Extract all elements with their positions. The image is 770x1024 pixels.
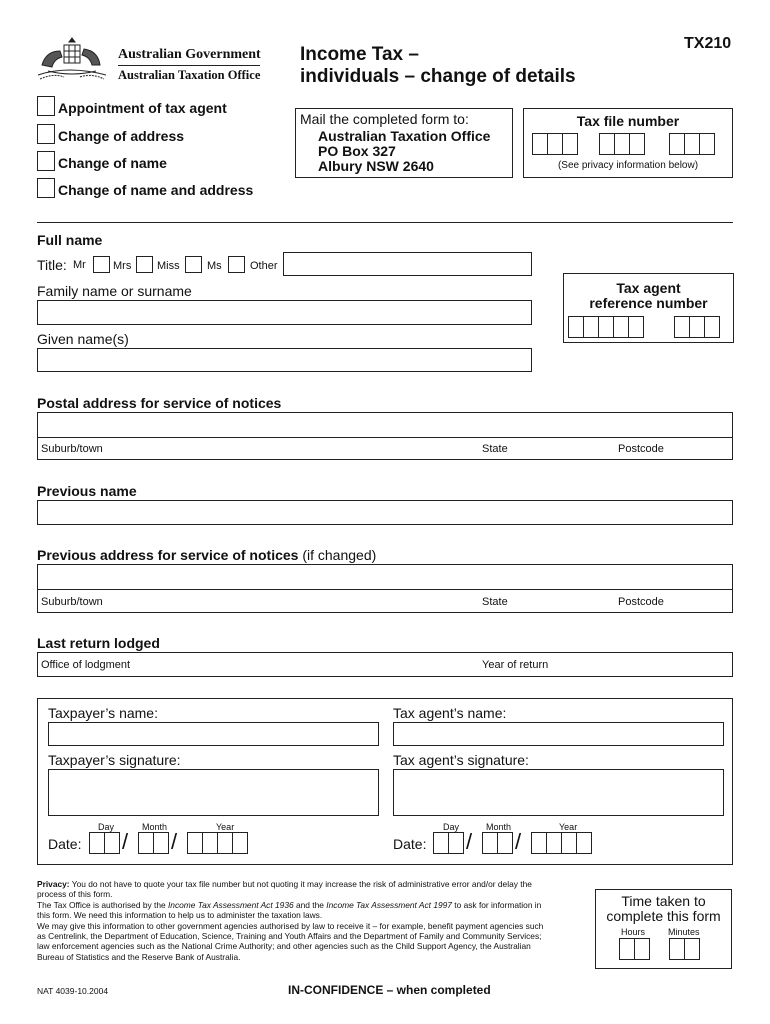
agent-signature-field[interactable] <box>393 769 724 816</box>
previous-name-heading: Previous name <box>37 483 137 499</box>
taxpayer-name-label: Taxpayer’s name: <box>48 705 158 721</box>
mail-line2: PO Box 327 <box>318 143 396 159</box>
title-mr-label: Mr <box>73 259 86 271</box>
postal-postcode-label: Postcode <box>618 443 664 455</box>
agent-name-field[interactable] <box>393 722 724 746</box>
family-name-field[interactable] <box>37 300 532 325</box>
date-separator: / <box>466 829 473 854</box>
tfn-note: (See privacy information below) <box>557 160 699 171</box>
mail-label: Mail the completed form to: <box>300 111 469 127</box>
taxpayer-date-day[interactable] <box>89 832 119 854</box>
postal-state-label: State <box>482 443 508 455</box>
previous-address-heading: Previous address for service of notices (if changed) <box>37 547 377 563</box>
taxpayer-signature-field[interactable] <box>48 769 379 816</box>
hours-label: Hours <box>621 927 646 937</box>
agent-month-label: Month <box>486 822 512 832</box>
tfn-digits-group-3[interactable] <box>669 133 714 155</box>
postal-address-heading: Postal address for service of notices <box>37 395 282 411</box>
time-taken-line2: complete this form <box>606 908 721 924</box>
title-mrs-label: Mrs <box>113 260 132 272</box>
hours-field[interactable] <box>619 938 649 960</box>
form-title-line1: Income Tax – <box>300 44 419 65</box>
last-return-field[interactable] <box>37 652 733 677</box>
last-return-heading: Last return lodged <box>37 635 160 651</box>
government-name: Australian Government <box>118 47 261 62</box>
checkbox-miss[interactable] <box>185 256 202 273</box>
agent-date-day[interactable] <box>433 832 463 854</box>
form-code: TX210 <box>684 35 732 52</box>
option-label: Appointment of tax agent <box>58 100 227 116</box>
taxpayer-date-month[interactable] <box>138 832 168 854</box>
agent-date-year[interactable] <box>531 832 591 854</box>
agent-name-label: Tax agent’s name: <box>393 705 507 721</box>
checkbox-mrs[interactable] <box>136 256 153 273</box>
title-ms-label: Ms <box>207 260 222 272</box>
option-label: Change of name and address <box>58 182 254 198</box>
agency-name: Australian Taxation Office <box>118 68 261 82</box>
given-names-field[interactable] <box>37 348 532 372</box>
date-separator: / <box>171 829 178 854</box>
time-taken-box <box>595 889 732 969</box>
privacy-para-2: The Tax Office is authorised by the Income Tax Assessment Act 1936 and the Income Tax Assessment Act 1997 to ask for information in this form. We need this information to help us to administer the taxation laws. <box>37 899 542 921</box>
checkbox-change-name-address[interactable] <box>37 178 55 198</box>
form-number: NAT 4039-10.2004 <box>37 986 109 996</box>
postal-suburb-label: Suburb/town <box>41 443 103 455</box>
taxpayer-date-year[interactable] <box>187 832 247 854</box>
taxpayer-month-label: Month <box>142 822 168 832</box>
privacy-para-1: Privacy: You do not have to quote your tax file number but not quoting it may increase the risk of administrative error and/or delay the process of this form. <box>37 879 532 900</box>
title-label: Title: <box>37 257 67 273</box>
time-taken-line1: Time taken to <box>621 893 706 909</box>
mail-address-box <box>295 108 513 178</box>
office-of-lodgment-label: Office of lodgment <box>41 659 131 671</box>
taxpayer-name-field[interactable] <box>48 722 379 746</box>
minutes-field[interactable] <box>669 938 699 960</box>
previous-postcode-label: Postcode <box>618 596 664 608</box>
title-miss-label: Miss <box>157 260 180 272</box>
mail-line3: Albury NSW 2640 <box>318 158 434 174</box>
agent-year-label: Year <box>559 822 578 832</box>
given-names-label: Given name(s) <box>37 331 129 347</box>
family-name-label: Family name or surname <box>37 283 192 299</box>
taxpayer-date-label: Date: <box>48 836 82 852</box>
year-of-return-label: Year of return <box>482 659 549 671</box>
agent-date-month[interactable] <box>482 832 512 854</box>
privacy-para-3: We may give this information to other government agencies authorised by law to receive it – for example, benefit payment agencies such as Centrelink, the Department of Education, Science, Training and Youth Affairs and the Department of Family and Community Services; law enforcement agencies such as the National Crime Authority; and other agencies such as the Child Support Agency, the Australian Bureau of Statistics and the Reserve Bank of Australia. <box>37 920 544 962</box>
postal-address-field[interactable] <box>37 412 733 460</box>
taxpayer-year-label: Year <box>216 822 235 832</box>
date-separator: / <box>515 829 522 854</box>
in-confidence-label: IN-CONFIDENCE – when completed <box>288 983 491 997</box>
tax-file-number-box <box>523 108 733 178</box>
date-separator: / <box>122 829 129 854</box>
agent-day-label: Day <box>443 822 460 832</box>
checkbox-appointment[interactable] <box>37 96 55 116</box>
tax-agent-reference-box <box>563 273 734 343</box>
previous-name-field[interactable] <box>37 500 733 525</box>
checkbox-change-address[interactable] <box>37 124 55 144</box>
option-label: Change of name <box>58 155 167 171</box>
tfn-title: Tax file number <box>576 113 680 129</box>
minutes-label: Minutes <box>668 927 700 937</box>
previous-address-field[interactable] <box>37 564 733 613</box>
agent-ref-title-line2: reference number <box>589 295 708 311</box>
agent-ref-title-line1: Tax agent <box>616 280 681 296</box>
taxpayer-signature-label: Taxpayer’s signature: <box>48 752 181 768</box>
agent-ref-digits-group-2[interactable] <box>674 316 719 338</box>
mail-line1: Australian Taxation Office <box>318 128 491 144</box>
full-name-heading: Full name <box>37 232 103 248</box>
checkbox-change-name[interactable] <box>37 151 55 171</box>
agent-ref-digits-group-1[interactable] <box>568 316 643 338</box>
coat-of-arms-icon <box>34 35 110 87</box>
tfn-digits-group-2[interactable] <box>599 133 644 155</box>
previous-suburb-label: Suburb/town <box>41 596 103 608</box>
privacy-notice <box>37 879 551 962</box>
tfn-digits-group-1[interactable] <box>532 133 577 155</box>
form-title-line2: individuals – change of details <box>300 66 576 87</box>
agent-signature-label: Tax agent’s signature: <box>393 752 529 768</box>
previous-state-label: State <box>482 596 508 608</box>
signature-section <box>37 698 733 865</box>
agent-date-label: Date: <box>393 836 427 852</box>
title-other-label: Other <box>250 260 278 272</box>
checkbox-mr[interactable] <box>93 256 110 273</box>
divider <box>37 222 733 223</box>
checkbox-ms[interactable] <box>228 256 245 273</box>
option-label: Change of address <box>58 128 185 144</box>
title-other-field[interactable] <box>283 252 532 276</box>
taxpayer-day-label: Day <box>98 822 115 832</box>
